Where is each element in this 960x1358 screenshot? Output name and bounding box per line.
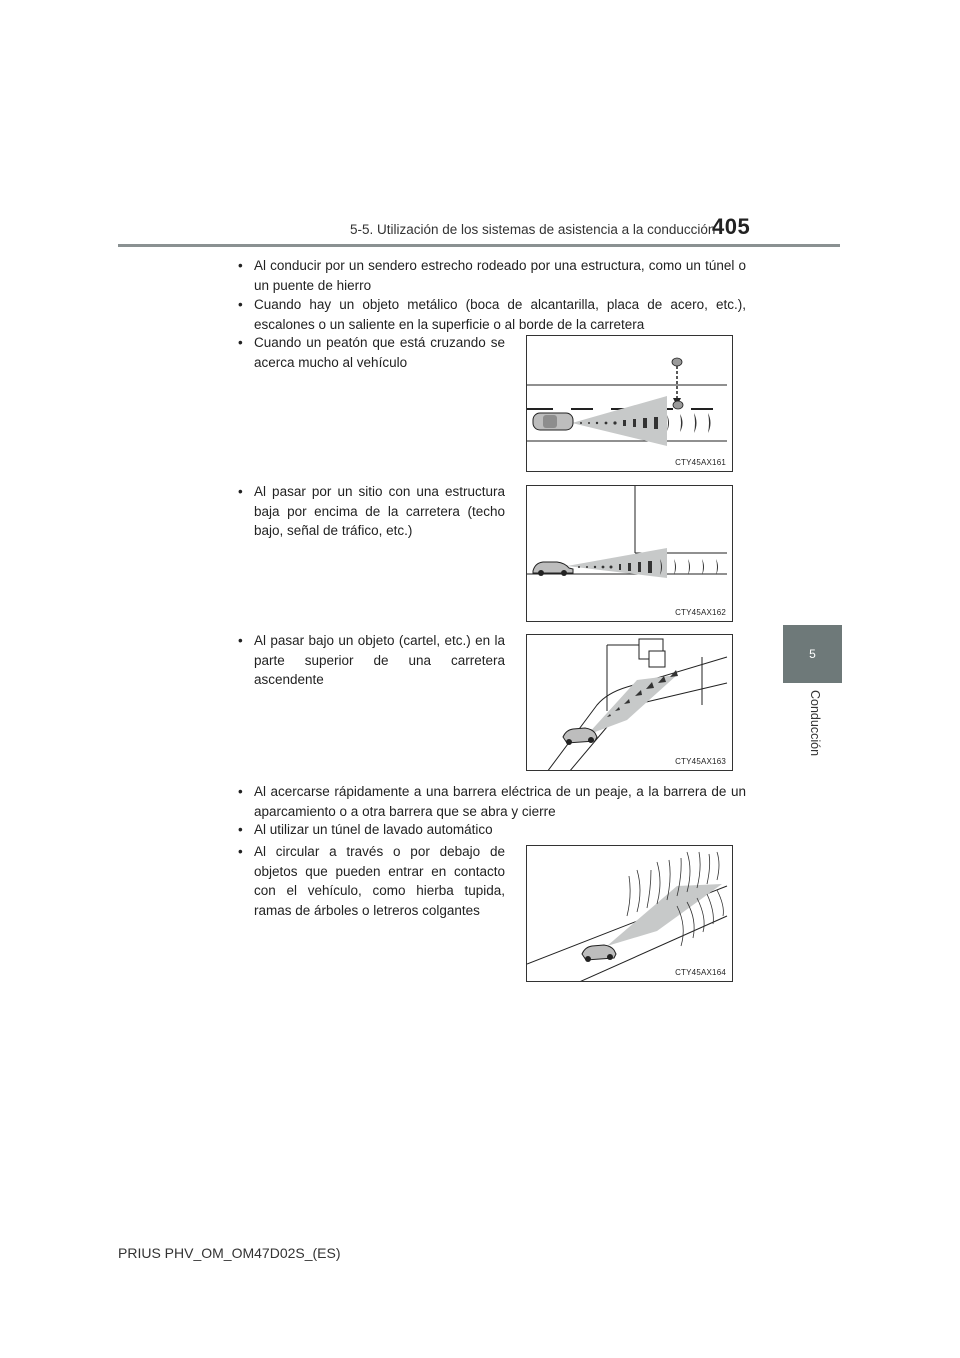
uphill-sign-graphic bbox=[527, 635, 733, 771]
header-divider bbox=[118, 244, 840, 247]
figure-code: CTY45AX163 bbox=[675, 757, 726, 766]
figure-caption-text: • Al pasar por un sitio con una estructura baja por encima de la carretera (techo bajo, señal de tráfico, etc.) bbox=[238, 482, 505, 541]
bullet-item: • Al conducir por un sendero estrecho rodeado por una estructura, como un túnel o un puente de hierro bbox=[238, 256, 746, 295]
pedestrian-crossing-graphic bbox=[527, 336, 733, 472]
figure-caption-text: • Al pasar bajo un objeto (cartel, etc.) en la parte superior de una carretera ascendente bbox=[238, 631, 505, 690]
chapter-label-text: Conducción bbox=[808, 690, 822, 757]
figure-code: CTY45AX161 bbox=[675, 458, 726, 467]
illustration-grass-branches bbox=[526, 845, 733, 982]
figure-code: CTY45AX162 bbox=[675, 608, 726, 617]
bullet-item: • Cuando hay un objeto metálico (boca de alcantarilla, placa de acero, etc.), escalones o un saliente en la superficie o al borde de la carretera bbox=[238, 295, 746, 334]
figure-caption-text: • Cuando un peatón que está cruzando se acerca mucho al vehículo bbox=[238, 333, 505, 372]
illustration-uphill-sign bbox=[526, 634, 733, 771]
figure-caption-text: • Al circular a través o por debajo de objetos que pueden entrar en contacto con el vehículo, como hierba tupida, ramas de árboles o letreros colgantes bbox=[238, 842, 505, 920]
low-structure-graphic bbox=[527, 486, 733, 622]
chapter-tab bbox=[783, 625, 842, 683]
chapter-number: 5 bbox=[809, 647, 816, 661]
bullet-item: • Al acercarse rápidamente a una barrera eléctrica de un peaje, a la barrera de un aparcamiento o a otra barrera que se abra y cierre bbox=[238, 782, 746, 821]
illustration-pedestrian-crossing bbox=[526, 335, 733, 472]
grass-branches-graphic bbox=[527, 846, 733, 982]
figure-code: CTY45AX164 bbox=[675, 968, 726, 977]
page-number: 405 bbox=[712, 214, 751, 239]
bullet-item: • Al utilizar un túnel de lavado automático bbox=[238, 820, 746, 840]
chapter-label bbox=[806, 690, 824, 770]
footer-document-code: PRIUS PHV_OM_OM47D02S_(ES) bbox=[118, 1245, 341, 1261]
section-title: 5-5. Utilización de los sistemas de asistencia a la conducción bbox=[350, 222, 716, 237]
illustration-low-structure bbox=[526, 485, 733, 622]
